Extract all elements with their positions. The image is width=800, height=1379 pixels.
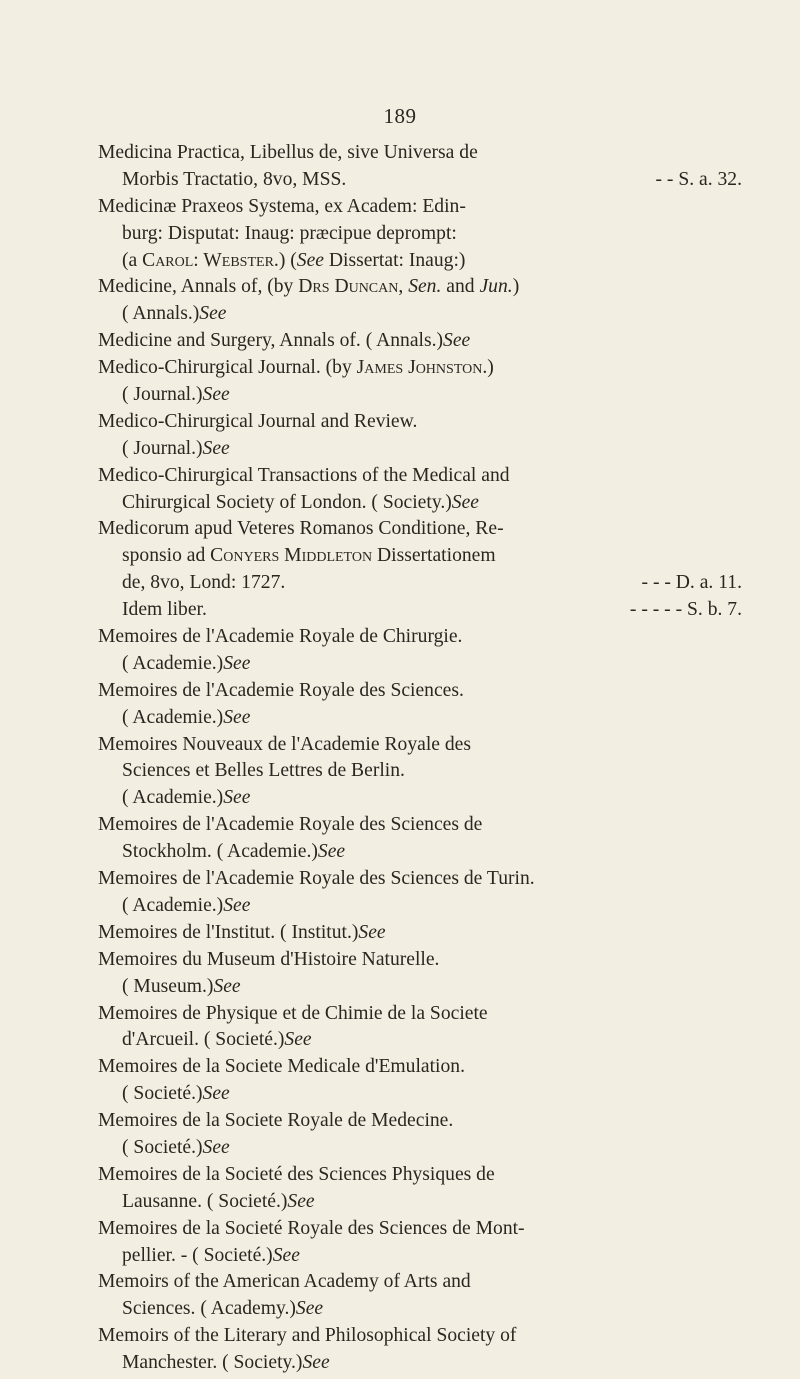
entry-text-post: Annals.) — [372, 330, 444, 352]
entry-text-it: See — [202, 437, 230, 459]
entry-text-pre: sponsio ad — [122, 545, 211, 567]
entry-text-pre: Medicine and Surgery, Annals of. ( — [98, 330, 373, 352]
entry-heading-line — [98, 920, 730, 947]
entry-text-it: See — [272, 1244, 300, 1266]
entry-text-post: Journal.) — [128, 384, 203, 406]
entry-text-post: Academy.) — [206, 1298, 296, 1320]
entry-text-text: Memoires de la Societe Royale de Medecine. — [98, 1110, 454, 1132]
entry-text-text: Sciences et Belles Lettres de Berlin. — [122, 760, 405, 782]
entry-text-post3: ) — [512, 276, 520, 298]
entry-continuation-line — [98, 1243, 730, 1270]
entry-text-it: See — [202, 384, 230, 406]
entry-text-post: Societé.) — [128, 1136, 203, 1158]
entry-text-text: Memoires du Museum d'Histoire Naturelle. — [98, 948, 440, 970]
entry-text-it: See — [213, 975, 241, 997]
page-number: 189 — [383, 104, 417, 128]
entry-text-pre: Memoires de l'Institut. ( — [98, 921, 287, 943]
entry-continuation-line — [98, 651, 730, 678]
entry-text-post: Societé.) — [128, 1083, 203, 1105]
entry-text-it: See — [358, 921, 386, 943]
entry-heading-line — [98, 1162, 730, 1189]
entry-text-pre: d'Arcueil. ( — [122, 1029, 211, 1051]
entry-text-text: Idem liber. — [122, 599, 207, 621]
entry-text-it: See — [223, 894, 251, 916]
entry-text-pre: ( — [122, 437, 129, 459]
entry-continuation-line — [98, 974, 730, 1001]
entry-heading-line — [98, 516, 730, 543]
entry-continuation-line — [98, 1135, 730, 1162]
entry-text-text: Medicinæ Praxeos Systema, ex Academ: Edin- — [98, 195, 466, 217]
entry-continuation-line — [98, 785, 730, 812]
entry-continuation-line — [98, 758, 730, 785]
entry-text-pre: ( — [122, 894, 129, 916]
entry-text-text: Memoires de la Societé Royale des Sciences de Mont- — [98, 1217, 525, 1239]
entry-text-it: See — [295, 1298, 324, 1320]
entry-text-post: ) — [487, 357, 494, 379]
entry-text-it: See — [296, 249, 324, 271]
entry-text-it: See — [451, 491, 479, 513]
entry-heading-line — [98, 274, 730, 301]
entry-text-text: Memoirs of the American Academy of Arts and — [98, 1271, 471, 1293]
entry-text-text: Memoires de l'Academie Royale des Sciences de — [98, 814, 483, 836]
entry-continuation-line — [98, 570, 742, 597]
shelf-reference: - - - D. a. 11. — [641, 572, 742, 594]
entry-heading-line — [98, 355, 730, 382]
entry-text-post: Academie.) — [223, 841, 318, 863]
shelf-reference: - - S. a. 32. — [655, 168, 742, 190]
entry-text-it: See — [202, 1083, 230, 1105]
entry-text-pre: ( — [122, 706, 129, 728]
entry-heading-line — [98, 409, 730, 436]
entry-heading-line — [98, 1001, 730, 1028]
entry-text-sc: James Johnston. — [356, 357, 488, 379]
entry-text-pre: Medico-Chirurgical Journal. (by — [98, 357, 357, 379]
entry-text-it: See — [223, 787, 251, 809]
entry-text-pre: Sciences. ( — [122, 1298, 207, 1320]
index-entries — [98, 140, 742, 1377]
entry-text-pre: Chirurgical Society of London. ( — [122, 491, 378, 513]
entry-text-pre: ( — [122, 1136, 129, 1158]
entry-continuation-line — [98, 1081, 730, 1108]
entry-heading-line — [98, 1108, 730, 1135]
entry-text-pre: ( — [122, 1083, 129, 1105]
entry-text-sc: Drs Duncan, — [298, 276, 404, 298]
entry-text-text: Memoires de l'Academie Royale de Chirurgie. — [98, 626, 463, 648]
entry-text-it: See — [302, 1352, 330, 1374]
entry-text-post: ) ( — [278, 249, 297, 271]
entry-heading-line — [98, 947, 730, 974]
entry-heading-line — [98, 1054, 730, 1081]
entry-text-pre: Manchester. ( — [122, 1352, 229, 1374]
entry-continuation-line — [98, 221, 730, 248]
entry-continuation-line — [98, 1350, 730, 1377]
entry-text-post: Society.) — [228, 1352, 303, 1374]
entry-continuation-line — [98, 705, 730, 732]
entry-continuation-line — [98, 597, 742, 624]
entry-text-post2: and — [441, 276, 480, 298]
entry-continuation-line — [98, 436, 730, 463]
entry-text-text: de, 8vo, Lond: 1727. — [122, 572, 286, 594]
entry-text-sc: Carol: Webster. — [142, 249, 279, 271]
entry-heading-line — [98, 812, 730, 839]
entry-continuation-line — [98, 543, 730, 570]
entry-text-text: Medicorum apud Veteres Romanos Conditione, Re- — [98, 518, 504, 540]
entry-text-pre: ( — [122, 303, 129, 325]
entry-continuation-line — [98, 839, 730, 866]
entry-text-text: Morbis Tractatio, 8vo, MSS. — [122, 168, 347, 190]
entry-continuation-line — [98, 490, 730, 517]
entry-text-text: Medico-Chirurgical Journal and Review. — [98, 410, 418, 432]
entry-heading-line — [98, 866, 730, 893]
entry-text-pre: ( — [122, 652, 129, 674]
entry-heading-line — [98, 463, 730, 490]
entry-text-text: Memoires de la Societe Medicale d'Emulation. — [98, 1056, 465, 1078]
entry-text-post: Society.) — [377, 491, 452, 513]
entry-text-text: Memoires de Physique et de Chimie de la Societe — [98, 1002, 488, 1024]
entry-continuation-line — [98, 1027, 730, 1054]
entry-heading-line — [98, 194, 730, 221]
entry-text-pre: Lausanne. ( — [122, 1190, 214, 1212]
entry-continuation-line — [98, 1189, 730, 1216]
entry-text-post: Dissertationem — [372, 545, 496, 567]
entry-text-it: See — [223, 652, 251, 674]
entry-text-post2: Dissertat: Inaug:) — [323, 249, 466, 271]
entry-text-post: Academie.) — [128, 787, 224, 809]
entry-text-it: Sen. — [408, 276, 442, 298]
entry-text-text: Medico-Chirurgical Transactions of the Medical and — [98, 464, 510, 486]
entry-text-text: Memoires de l'Academie Royale des Sciences. — [98, 679, 464, 701]
entry-text-text: Memoirs of the Literary and Philosophical Society of — [98, 1325, 517, 1347]
entry-text-text: Medicina Practica, Libellus de, sive Universa de — [98, 142, 478, 163]
entry-text-text: burg: Disputat: Inaug: præcipue deprompt: — [122, 222, 457, 244]
entry-text-it2: Jun. — [479, 276, 513, 298]
entry-continuation-line — [98, 382, 730, 409]
entry-text-post: Academie.) — [128, 706, 224, 728]
entry-text-pre: pellier. - ( — [122, 1244, 199, 1266]
entry-continuation-line — [98, 301, 730, 328]
entry-text-text: Memoires Nouveaux de l'Academie Royale des — [98, 733, 471, 755]
entry-text-it: See — [287, 1190, 315, 1212]
entry-text-pre: (a — [122, 249, 143, 271]
entry-text-post: Institut.) — [286, 921, 359, 943]
shelf-reference: - - - - - S. b. 7. — [629, 599, 742, 621]
entry-text-pre: ( — [122, 787, 129, 809]
entry-text-it: See — [202, 1136, 230, 1158]
entry-text-it: See — [284, 1029, 312, 1051]
entry-text-post: Academie.) — [128, 652, 224, 674]
entry-text-post: Societé.) — [210, 1029, 285, 1051]
entry-text-text: Memoires de l'Academie Royale des Sciences de Turin. — [98, 868, 535, 890]
entry-text-post: Journal.) — [128, 437, 203, 459]
entry-text-it: See — [317, 841, 346, 863]
entry-text-text: Memoires de la Societé des Sciences Physiques de — [98, 1163, 495, 1185]
entry-heading-line — [98, 140, 730, 167]
entry-text-pre: Stockholm. ( — [122, 841, 224, 863]
entry-continuation-line — [98, 248, 730, 275]
entry-text-post: Museum.) — [128, 975, 214, 997]
entry-text-post: Annals.) — [128, 303, 200, 325]
entry-text-pre: ( — [122, 384, 129, 406]
entry-text-it: See — [199, 303, 227, 325]
entry-continuation-line — [98, 1296, 730, 1323]
entry-text-post: Societé.) — [198, 1244, 273, 1266]
entry-continuation-line — [98, 167, 742, 194]
entry-text-sc: Conyers Middleton — [210, 545, 373, 567]
entry-continuation-line — [98, 893, 730, 920]
entry-heading-line — [98, 1216, 730, 1243]
entry-heading-line — [98, 678, 730, 705]
entry-heading-line — [98, 328, 730, 355]
entry-text-pre: Medicine, Annals of, (by — [98, 276, 299, 298]
entry-text-it: See — [223, 706, 251, 728]
entry-heading-line — [98, 1323, 730, 1350]
entry-text-post: Academie.) — [128, 894, 224, 916]
entry-heading-line — [98, 1269, 730, 1296]
entry-text-it: See — [443, 330, 471, 352]
entry-text-pre: ( — [122, 975, 129, 997]
entry-heading-line — [98, 624, 730, 651]
entry-text-post: Societé.) — [213, 1190, 288, 1212]
entry-heading-line — [98, 732, 730, 759]
